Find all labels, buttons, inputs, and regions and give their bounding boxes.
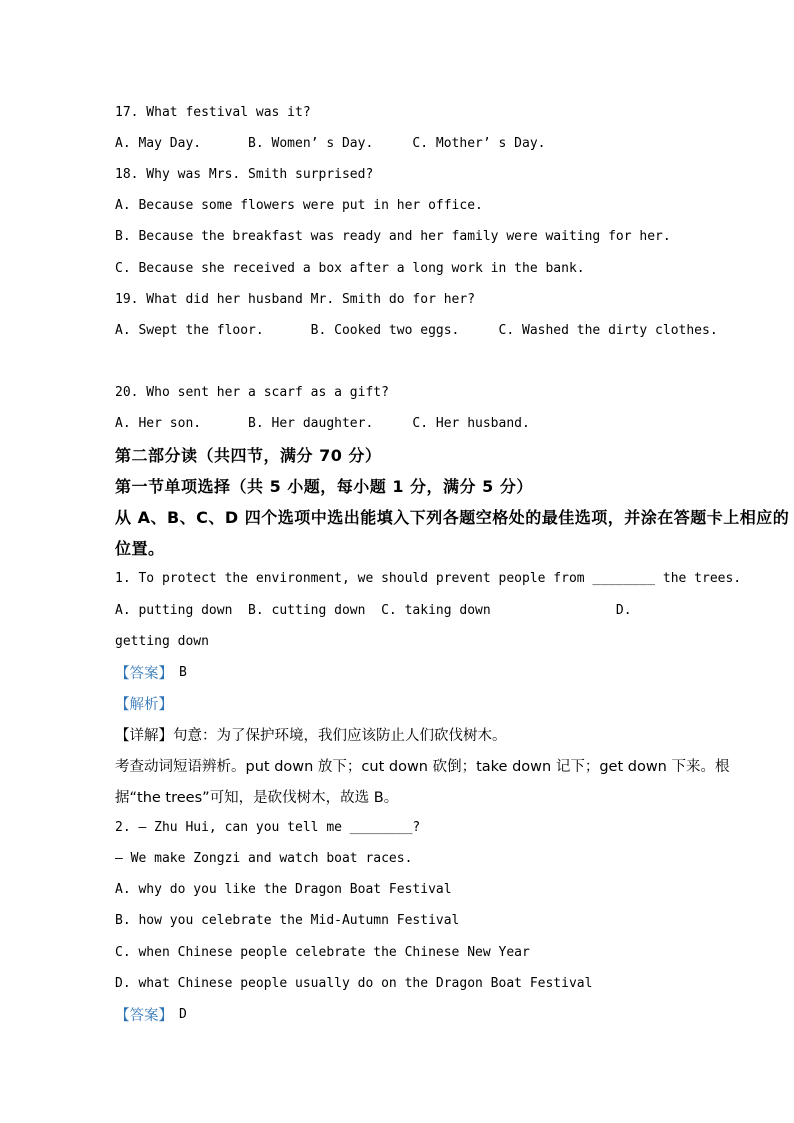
question-17-options: A. May Day. B. Women’ s Day. C. Mother’ s Day.	[115, 136, 546, 152]
part2-instruction-line1: 从 A、B、C、D 四个选项中选出能填入下列各题空格处的最佳选项，并涂在答题卡上相应的	[115, 508, 790, 528]
question-2-option-b: B. how you celebrate the Mid-Autumn Festival	[115, 913, 460, 929]
question-1-detail-line2: 考查动词短语辨析。put down 放下；cut down 砍倒；take down 记下；get down 下来。根	[115, 759, 730, 776]
question-18-option-b: B. Because the breakfast was ready and her family were waiting for her.	[115, 229, 671, 245]
question-2-reply: — We make Zongzi and watch boat races.	[115, 851, 413, 867]
question-2-answer-row	[115, 999, 760, 1030]
question-2: 2. — Zhu Hui, can you tell me ________?	[115, 820, 421, 836]
question-2-option-a: A. why do you like the Dragon Boat Festival	[115, 882, 452, 898]
exam-document-page	[115, 97, 790, 1030]
part2-instruction-line2: 位置。	[115, 539, 165, 559]
question-1-detail-line1: 【详解】句意：为了保护环境，我们应该防止人们砍伐树木。	[115, 727, 507, 744]
answer-label: 【答案】	[115, 665, 173, 682]
question-1-answer-row	[115, 657, 760, 688]
question-2-option-c: C. when Chinese people celebrate the Chinese New Year	[115, 944, 530, 960]
question-18-option-a: A. Because some flowers were put in her office.	[115, 198, 483, 214]
analysis-label: 【解析】	[115, 696, 173, 713]
question-1-detail-line3: 据“the trees”可知，是砍伐树木，故选 B。	[115, 790, 399, 807]
question-1-options-line1: A. putting down B. cutting down C. taking down D.	[115, 602, 632, 618]
question-20-options: A. Her son. B. Her daughter. C. Her husband.	[115, 415, 530, 431]
answer-label: 【答案】	[115, 1007, 173, 1024]
question-2-option-d: D. what Chinese people usually do on the Dragon Boat Festival	[115, 975, 593, 991]
answer-value: B	[179, 664, 187, 680]
part2-heading: 第二部分读（共四节，满分 70 分）	[115, 446, 382, 466]
question-17: 17. What festival was it?	[115, 105, 311, 121]
question-20: 20. Who sent her a scarf as a gift?	[115, 384, 389, 400]
question-19: 19. What did her husband Mr. Smith do for her?	[115, 291, 476, 307]
question-18-option-c: C. Because she received a box after a long work in the bank.	[115, 260, 585, 276]
question-19-options: A. Swept the floor. B. Cooked two eggs. C. Washed the dirty clothes.	[115, 322, 718, 338]
question-1-options-line2: getting down	[115, 633, 209, 649]
question-18: 18. Why was Mrs. Smith surprised?	[115, 167, 374, 183]
part2-section1-heading: 第一节单项选择（共 5 小题，每小题 1 分，满分 5 分）	[115, 477, 533, 497]
blank-line	[115, 346, 760, 377]
answer-value: D	[179, 1006, 187, 1022]
question-1: 1. To protect the environment, we should prevent people from ________ the trees.	[115, 571, 742, 587]
question-1-analysis-row	[115, 688, 760, 719]
